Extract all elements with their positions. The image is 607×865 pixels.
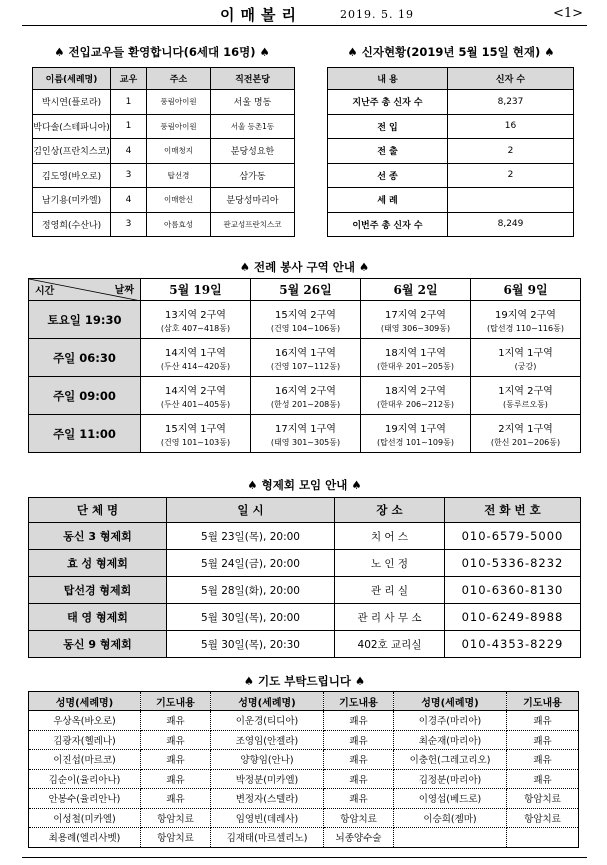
welcome-row: [33, 139, 295, 164]
believers-title: ♠ 신자현황(2019년 5월 15일 현재) ♠: [347, 45, 555, 59]
meetings-cell: 010-5336-8232: [445, 550, 581, 577]
prayer-cell: 항암치료: [324, 808, 394, 828]
believers-row: [328, 114, 574, 139]
service-area-detail: (삼호 407~418동): [160, 323, 231, 333]
prayer-cell: 쾌유: [507, 750, 579, 770]
prayer-cell: 쾌유: [324, 730, 394, 750]
welcome-cell: 남기용(미카엘): [33, 188, 111, 213]
service-cell: [141, 377, 251, 415]
service-area: 14지역 1구역: [165, 347, 226, 359]
prayer-cell: 뇌종양수술: [324, 828, 394, 848]
meetings-cell: 010-4353-8229: [445, 631, 581, 658]
prayer-cell: 쾌유: [324, 769, 394, 789]
service-area: 13지역 2구역: [165, 309, 226, 321]
prayer-cell: 쾌유: [507, 769, 579, 789]
believers-label: 전 입: [328, 114, 448, 139]
service-cell: [141, 339, 251, 377]
believers-col-header: 신자 수: [448, 68, 574, 90]
service-row: [29, 339, 581, 377]
welcome-cell: 김도영(바오로): [33, 163, 111, 188]
meetings-cell: 010-6360-8130: [445, 577, 581, 604]
welcome-cell: 풍림아이원: [147, 90, 211, 115]
prayer-cell: [394, 828, 507, 848]
service-cell: [471, 377, 581, 415]
prayer-cell: 김정분(마리아): [394, 769, 507, 789]
service-table: [28, 278, 581, 453]
service-title: ♠ 전례 봉사 구역 안내 ♠: [239, 260, 370, 274]
prayer-cell: 이경주(마리아): [394, 711, 507, 731]
service-cell: [251, 415, 361, 453]
prayer-cell: 이진섭(마르코): [29, 750, 141, 770]
service-date-header: 6월 9일: [471, 279, 581, 301]
prayer-cell: 안봉수(율리안나): [29, 789, 141, 809]
welcome-cell: 분당성마리아: [211, 188, 295, 213]
prayer-cell: 항암치료: [141, 828, 211, 848]
welcome-cell: 이매청지: [147, 139, 211, 164]
believers-row: [328, 212, 574, 237]
welcome-cell: 4: [111, 139, 147, 164]
service-time: 토요일 19:30: [29, 301, 141, 339]
service-area: 16지역 1구역: [275, 347, 336, 359]
service-row: [29, 415, 581, 453]
meetings-cell: 효 성 형제회: [29, 550, 167, 577]
prayer-cell: 이성철(미카엘): [29, 808, 141, 828]
service-cell: [361, 301, 471, 339]
meetings-row: [29, 631, 581, 658]
meetings-cell: 010-6249-8988: [445, 604, 581, 631]
meetings-cell: 5월 28일(화), 20:00: [167, 577, 335, 604]
prayer-title: ♠ 기도 부탁드립니다 ♠: [243, 674, 366, 688]
meetings-row: [29, 550, 581, 577]
corner-date-label: 날짜: [114, 285, 134, 296]
service-cell: [361, 339, 471, 377]
meetings-table: [28, 497, 581, 658]
welcome-cell: 3: [111, 212, 147, 237]
service-cell: [471, 415, 581, 453]
service-cell: [471, 339, 581, 377]
meetings-cell: 동신 9 형제회: [29, 631, 167, 658]
believers-value: [448, 188, 574, 213]
prayer-col-header: 기도내용: [141, 692, 211, 711]
welcome-cell: 삼가동: [211, 163, 295, 188]
meetings-cell: 402호 교리실: [335, 631, 445, 658]
believers-col-header: 내 용: [328, 68, 448, 90]
prayer-cell: 이운경(티디아): [211, 711, 324, 731]
prayer-cell: 변정자(스텔라): [211, 789, 324, 809]
believers-value: 8,237: [448, 90, 574, 115]
meetings-col-header: 장 소: [335, 498, 445, 523]
bulletin-date: 2019. 5. 19: [340, 8, 414, 21]
prayer-col-header: 성명(세례명): [394, 692, 507, 711]
service-area-detail: (두산 414~420동): [160, 361, 231, 371]
prayer-row: [29, 750, 579, 770]
prayer-cell: 우상옥(바오로): [29, 711, 141, 731]
service-cell: [361, 415, 471, 453]
welcome-row: [33, 163, 295, 188]
prayer-cell: 김광자(헬레나): [29, 730, 141, 750]
meetings-cell: 노 인 정: [335, 550, 445, 577]
welcome-table: [32, 67, 295, 237]
service-area: 16지역 2구역: [275, 385, 336, 397]
prayer-cell: 이승희(젬마): [394, 808, 507, 828]
service-area-detail: (궁강): [514, 361, 537, 371]
prayer-cell: 쾌유: [324, 750, 394, 770]
welcome-cell: 4: [111, 188, 147, 213]
welcome-cell: 박시연(플로라): [33, 90, 111, 115]
service-date-header: 5월 26일: [251, 279, 361, 301]
service-time: 주일 11:00: [29, 415, 141, 453]
prayer-cell: 항암치료: [507, 808, 579, 828]
prayer-cell: 쾌유: [141, 789, 211, 809]
believers-row: [328, 90, 574, 115]
welcome-cell: 정영희(수산나): [33, 212, 111, 237]
meetings-row: [29, 604, 581, 631]
meetings-col-header: 전 화 번 호: [445, 498, 581, 523]
prayer-cell: 쾌유: [141, 769, 211, 789]
service-cell: [141, 415, 251, 453]
meetings-cell: 5월 30일(목), 20:30: [167, 631, 335, 658]
welcome-col-header: 직전본당: [211, 68, 295, 90]
meetings-title: ♠ 형제회 모임 안내 ♠: [247, 478, 362, 492]
bulletin-title: 이매볼리: [220, 6, 302, 24]
prayer-cell: 쾌유: [507, 711, 579, 731]
service-area-detail: (건영 104~106동): [270, 323, 341, 333]
prayer-table: [28, 691, 579, 848]
service-cell: [361, 377, 471, 415]
prayer-row: [29, 789, 579, 809]
service-cell: [141, 301, 251, 339]
service-time: 주일 06:30: [29, 339, 141, 377]
service-date-header: 6월 2일: [361, 279, 471, 301]
service-date-header: 5월 19일: [141, 279, 251, 301]
service-cell: [251, 377, 361, 415]
welcome-cell: 풍림아이원: [147, 114, 211, 139]
prayer-cell: 쾌유: [324, 789, 394, 809]
prayer-col-header: 기도내용: [324, 692, 394, 711]
prayer-cell: 쾌유: [507, 730, 579, 750]
prayer-cell: 양향임(안나): [211, 750, 324, 770]
prayer-row: [29, 828, 579, 848]
service-corner-cell: [29, 279, 141, 301]
service-area-detail: (한신 201~206동): [490, 437, 561, 447]
welcome-cell: 서울 등촌1동: [211, 114, 295, 139]
believers-row: [328, 188, 574, 213]
welcome-cell: 아름효성: [147, 212, 211, 237]
meetings-cell: 태 영 형제회: [29, 604, 167, 631]
prayer-cell: [507, 828, 579, 848]
prayer-cell: 임영빈(데레사): [211, 808, 324, 828]
believers-row: [328, 139, 574, 164]
believers-value: 8,249: [448, 212, 574, 237]
prayer-row: [29, 730, 579, 750]
service-area-detail: (탑선경 101~109동): [377, 437, 454, 447]
believers-label: 선 종: [328, 163, 448, 188]
believers-value: 16: [448, 114, 574, 139]
welcome-col-header: 교우: [111, 68, 147, 90]
prayer-cell: 김순이(율리아나): [29, 769, 141, 789]
service-area-detail: (한대우 206~212동): [377, 399, 454, 409]
service-cell: [471, 301, 581, 339]
welcome-row: [33, 90, 295, 115]
service-area: 2지역 1구역: [498, 423, 553, 435]
welcome-cell: 박다솔(스테파니아): [33, 114, 111, 139]
prayer-cell: 항암치료: [141, 808, 211, 828]
prayer-cell: 쾌유: [141, 750, 211, 770]
service-cell: [251, 339, 361, 377]
prayer-cell: 쾌유: [324, 711, 394, 731]
service-time: 주일 09:00: [29, 377, 141, 415]
footer-rule: [22, 857, 587, 858]
service-area: 15지역 2구역: [275, 309, 336, 321]
welcome-title: ♠ 전입교우들 환영합니다(6세대 16명) ♠: [54, 45, 270, 59]
prayer-cell: 이충헌(그레고리오): [394, 750, 507, 770]
service-area: 18지역 1구역: [385, 347, 446, 359]
service-area-detail: (건영 107~112동): [270, 361, 341, 371]
service-area: 1지역 2구역: [498, 385, 553, 397]
welcome-cell: 서울 명동: [211, 90, 295, 115]
believers-label: 지난주 총 신자 수: [328, 90, 448, 115]
page-number: <1>: [552, 6, 583, 21]
service-area: 18지역 2구역: [385, 385, 446, 397]
welcome-cell: 김인상(프란치스코): [33, 139, 111, 164]
service-area-detail: (한성 201~208동): [270, 399, 341, 409]
service-cell: [251, 301, 361, 339]
meetings-cell: 동신 3 형제회: [29, 523, 167, 550]
meetings-cell: 탑선경 형제회: [29, 577, 167, 604]
welcome-row: [33, 114, 295, 139]
meetings-row: [29, 577, 581, 604]
meetings-cell: 5월 23일(목), 20:00: [167, 523, 335, 550]
prayer-cell: 김재태(마르셀리노): [211, 828, 324, 848]
prayer-cell: 박정분(미카엘): [211, 769, 324, 789]
prayer-cell: 조영임(안젤라): [211, 730, 324, 750]
prayer-col-header: 성명(세례명): [211, 692, 324, 711]
corner-time-label: 시간: [35, 286, 55, 297]
service-area: 15지역 1구역: [165, 423, 226, 435]
believers-value: 2: [448, 163, 574, 188]
service-area: 1지역 1구역: [498, 347, 553, 359]
welcome-cell: 1: [111, 90, 147, 115]
meetings-cell: 010-6579-5000: [445, 523, 581, 550]
meetings-col-header: 단 체 명: [29, 498, 167, 523]
service-area-detail: (탑선경 110~116동): [487, 323, 564, 333]
welcome-cell: 이매한신: [147, 188, 211, 213]
bulletin-header: [22, 4, 587, 26]
prayer-cell: 최용례(엘리사벳): [29, 828, 141, 848]
service-area-detail: (두산 401~405동): [160, 399, 231, 409]
service-area: 14지역 2구역: [165, 385, 226, 397]
believers-table: [327, 67, 574, 237]
service-row: [29, 301, 581, 339]
service-area-detail: (태영 301~305동): [270, 437, 341, 447]
prayer-cell: 이영섭(베드로): [394, 789, 507, 809]
prayer-col-header: 기도내용: [507, 692, 579, 711]
prayer-cell: 최순재(마리아): [394, 730, 507, 750]
header-rule: [22, 25, 587, 26]
meetings-cell: 관 리 사 무 소: [335, 604, 445, 631]
meetings-cell: 관 리 실: [335, 577, 445, 604]
service-area-detail: (건영 101~103동): [160, 437, 231, 447]
meetings-row: [29, 523, 581, 550]
welcome-cell: 분당성요한: [211, 139, 295, 164]
believers-value: 2: [448, 139, 574, 164]
welcome-row: [33, 212, 295, 237]
service-row: [29, 377, 581, 415]
believers-row: [328, 163, 574, 188]
prayer-row: [29, 711, 579, 731]
service-area-detail: (태영 306~309동): [380, 323, 451, 333]
service-area: 17지역 2구역: [385, 309, 446, 321]
meetings-col-header: 일 시: [167, 498, 335, 523]
meetings-cell: 치 어 스: [335, 523, 445, 550]
welcome-cell: 1: [111, 114, 147, 139]
meetings-cell: 5월 30일(목), 20:00: [167, 604, 335, 631]
welcome-cell: 3: [111, 163, 147, 188]
service-area-detail: (동루르오동): [503, 399, 548, 409]
service-area: 19지역 1구역: [385, 423, 446, 435]
prayer-cell: 쾌유: [141, 730, 211, 750]
service-area-detail: (한대우 201~205동): [377, 361, 454, 371]
prayer-row: [29, 808, 579, 828]
believers-label: 이번주 총 신자 수: [328, 212, 448, 237]
welcome-col-header: 이름(세례명): [33, 68, 111, 90]
prayer-cell: 항암치료: [507, 789, 579, 809]
prayer-cell: 쾌유: [141, 711, 211, 731]
welcome-cell: 탑선경: [147, 163, 211, 188]
believers-label: 전 출: [328, 139, 448, 164]
prayer-col-header: 성명(세례명): [29, 692, 141, 711]
meetings-cell: 5월 24일(금), 20:00: [167, 550, 335, 577]
prayer-row: [29, 769, 579, 789]
believers-label: 세 례: [328, 188, 448, 213]
service-area: 19지역 2구역: [495, 309, 556, 321]
welcome-cell: 판교성프란치스코: [211, 212, 295, 237]
welcome-row: [33, 188, 295, 213]
welcome-col-header: 주소: [147, 68, 211, 90]
service-area: 17지역 1구역: [275, 423, 336, 435]
